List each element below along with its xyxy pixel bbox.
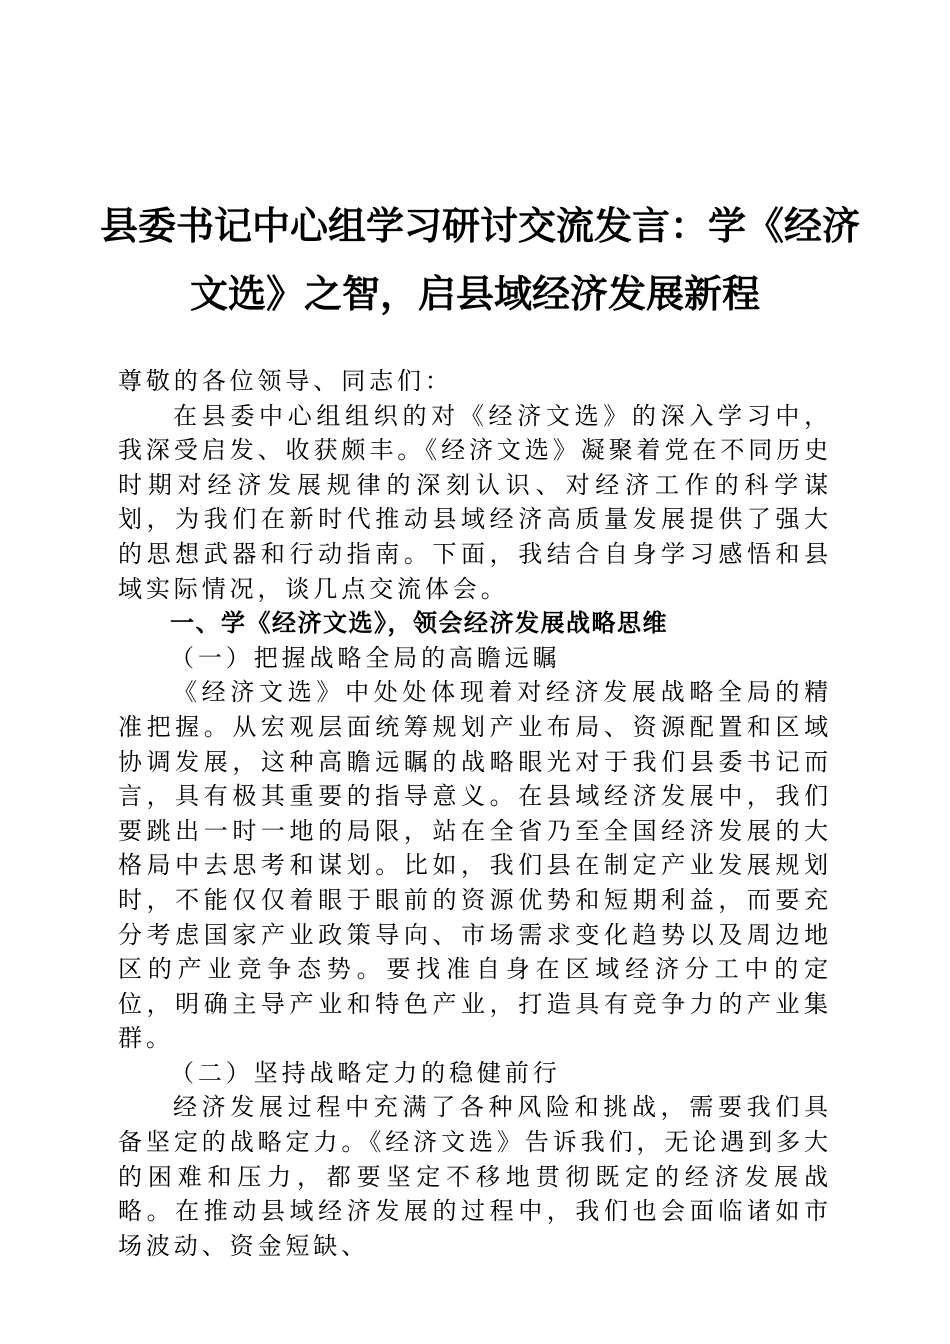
salutation: 尊敬的各位领导、同志们：: [118, 367, 453, 395]
paragraph-intro: 在县委中心组组织的对《经济文选》的深入学习中，我深受启发、收获颇丰。《经济文选》凝聚着党在不同历史时期对经济发展规律的深刻认识、对经济工作的科学谋划，为我们在新时代推动县域经济高质量发展提供了强大的思想武器和行动指南。下面，我结合自身学习感悟和县域实际情况，谈几点交流体会。: [118, 401, 832, 603]
subsection-heading-2: （二）坚持战略定力的稳健前行: [170, 1058, 561, 1087]
paragraph-strategy-resolve: 经济发展过程中充满了各种风险和挑战，需要我们具备坚定的战略定力。《经济文选》告诉我们，无论遇到多大的困难和压力，都要坚定不移地贯彻既定的经济发展战略。在推动县域经济发展的过程中，我们也会面临诸如市场波动、资金短缺、: [118, 1093, 832, 1260]
title-line-1: 县委书记中心组学习研讨交流发言：学《经济: [100, 203, 861, 248]
section-heading-1: 一、学《经济文选》，领会经济发展战略思维: [170, 609, 668, 638]
document-body: [118, 364, 832, 1263]
subsection-heading-1: （一）把握战略全局的高瞻远瞩: [170, 643, 561, 672]
paragraph-strategy-overall: 《经济文选》中处处体现着对经济发展战略全局的精准把握。从宏观层面统筹规划产业布局、资源配置和区域协调发展，这种高瞻远瞩的战略眼光对于我们县委书记而言，具有极其重要的指导意义。在县域经济发展中，我们要跳出一时一地的局限，站在全省乃至全国经济发展的大格局中去思考和谋划。比如，我们县在制定产业发展规划时，不能仅仅着眼于眼前的资源优势和短期利益，而要充分考虑国家产业政策导向、市场需求变化趋势以及周边地区的产业竞争态势。要找准自身在区域经济分工中的定位，明确主导产业和特色产业，打造具有竞争力的产业集群。: [118, 678, 832, 1053]
document-title: [100, 192, 861, 328]
title-line-2: 文选》之智，启县域经济发展新程: [189, 271, 760, 316]
